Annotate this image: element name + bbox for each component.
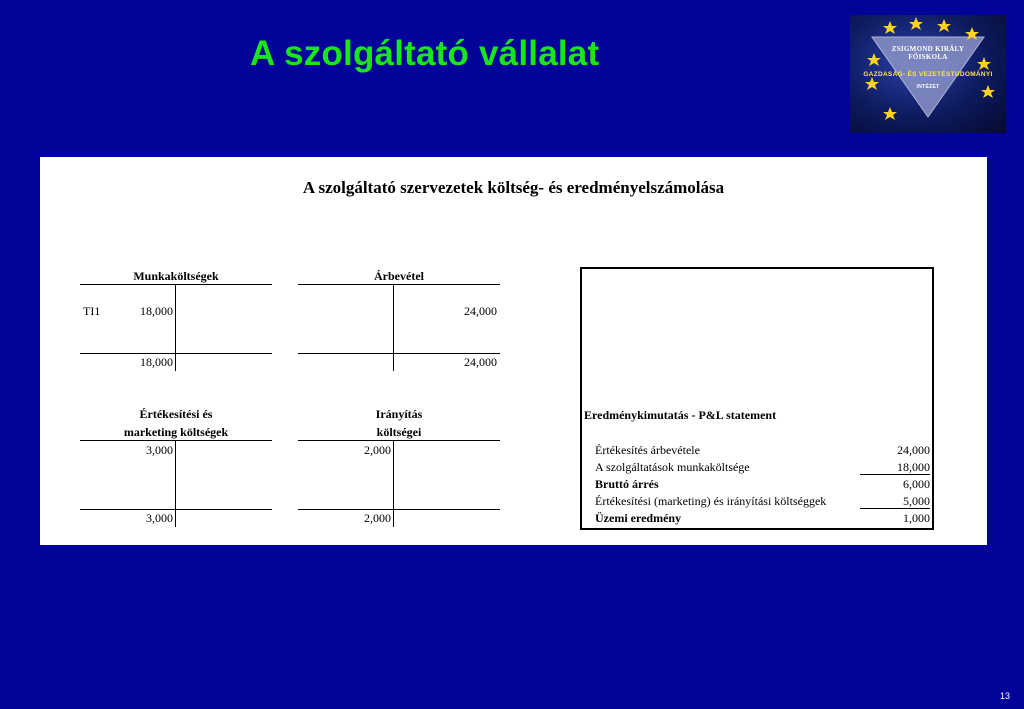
labor-cost-header: Munkaköltségek — [133, 269, 219, 283]
marketing-header-line2: marketing költségek — [123, 425, 229, 439]
admin-account-total-line — [298, 509, 500, 510]
pl-subtotal-line — [860, 474, 930, 475]
admin-header-line1: Irányítás — [375, 407, 423, 421]
panel-title: A szolgáltató szervezetek költség- és eredményelszámolása — [302, 178, 725, 197]
marketing-header-line1: Értékesítési és — [139, 407, 213, 421]
revenue-credit-total: 24,000 — [464, 355, 497, 369]
labor-account-top-line — [80, 284, 272, 285]
marketing-debit-entry: 3,000 — [146, 443, 173, 457]
labor-row-label: TI1 — [83, 304, 101, 318]
content-panel — [40, 157, 987, 545]
pl-row-value: 1,000 — [903, 511, 930, 525]
pl-row-value: 24,000 — [897, 443, 930, 457]
pl-subtotal-line — [860, 508, 930, 509]
pl-row-label: Üzemi eredmény — [595, 511, 682, 525]
logo-text-line2: FŐISKOLA — [908, 53, 948, 61]
admin-account-divider — [393, 441, 394, 527]
slide-title: A szolgáltató vállalat — [250, 34, 600, 73]
school-logo — [850, 15, 1006, 133]
income-statement-header: Eredménykimutatás - P&L statement — [584, 408, 777, 422]
revenue-header: Árbevétel — [374, 269, 424, 283]
pl-row-label: Bruttó árrés — [595, 477, 659, 491]
admin-header-line2: költségei — [376, 425, 422, 439]
logo-text-line1: ZSIGMOND KIRÁLY — [891, 45, 965, 53]
logo-text-line3: GAZDASÁG- ÉS VEZETÉSTUDOMÁNYI — [863, 71, 993, 78]
page-number: 13 — [999, 691, 1010, 701]
admin-debit-entry: 2,000 — [364, 443, 391, 457]
pl-row-label: Értékesítés árbevétele — [595, 443, 700, 457]
labor-account-total-line — [80, 353, 272, 354]
marketing-account-divider — [175, 441, 176, 527]
pl-row-value: 18,000 — [897, 460, 930, 474]
labor-account-divider — [175, 285, 176, 371]
labor-debit-total: 18,000 — [140, 355, 173, 369]
income-statement-box — [580, 267, 934, 530]
marketing-debit-total: 3,000 — [146, 511, 173, 525]
revenue-account-top-line — [298, 284, 500, 285]
admin-debit-total: 2,000 — [364, 511, 391, 525]
pl-row-label: Értékesítési (marketing) és irányítási költséggek — [595, 494, 827, 508]
labor-debit-entry: 18,000 — [140, 304, 173, 318]
pl-row-value: 6,000 — [903, 477, 930, 491]
pl-row-value: 5,000 — [903, 494, 930, 508]
revenue-account-total-line — [298, 353, 500, 354]
marketing-account-top-line — [80, 440, 272, 441]
logo-text-line4: INTÉZET — [916, 84, 940, 90]
admin-account-top-line — [298, 440, 500, 441]
revenue-credit-entry: 24,000 — [464, 304, 497, 318]
marketing-account-total-line — [80, 509, 272, 510]
revenue-account-divider — [393, 285, 394, 371]
pl-row-label: A szolgáltatások munkaköltsége — [595, 460, 750, 474]
